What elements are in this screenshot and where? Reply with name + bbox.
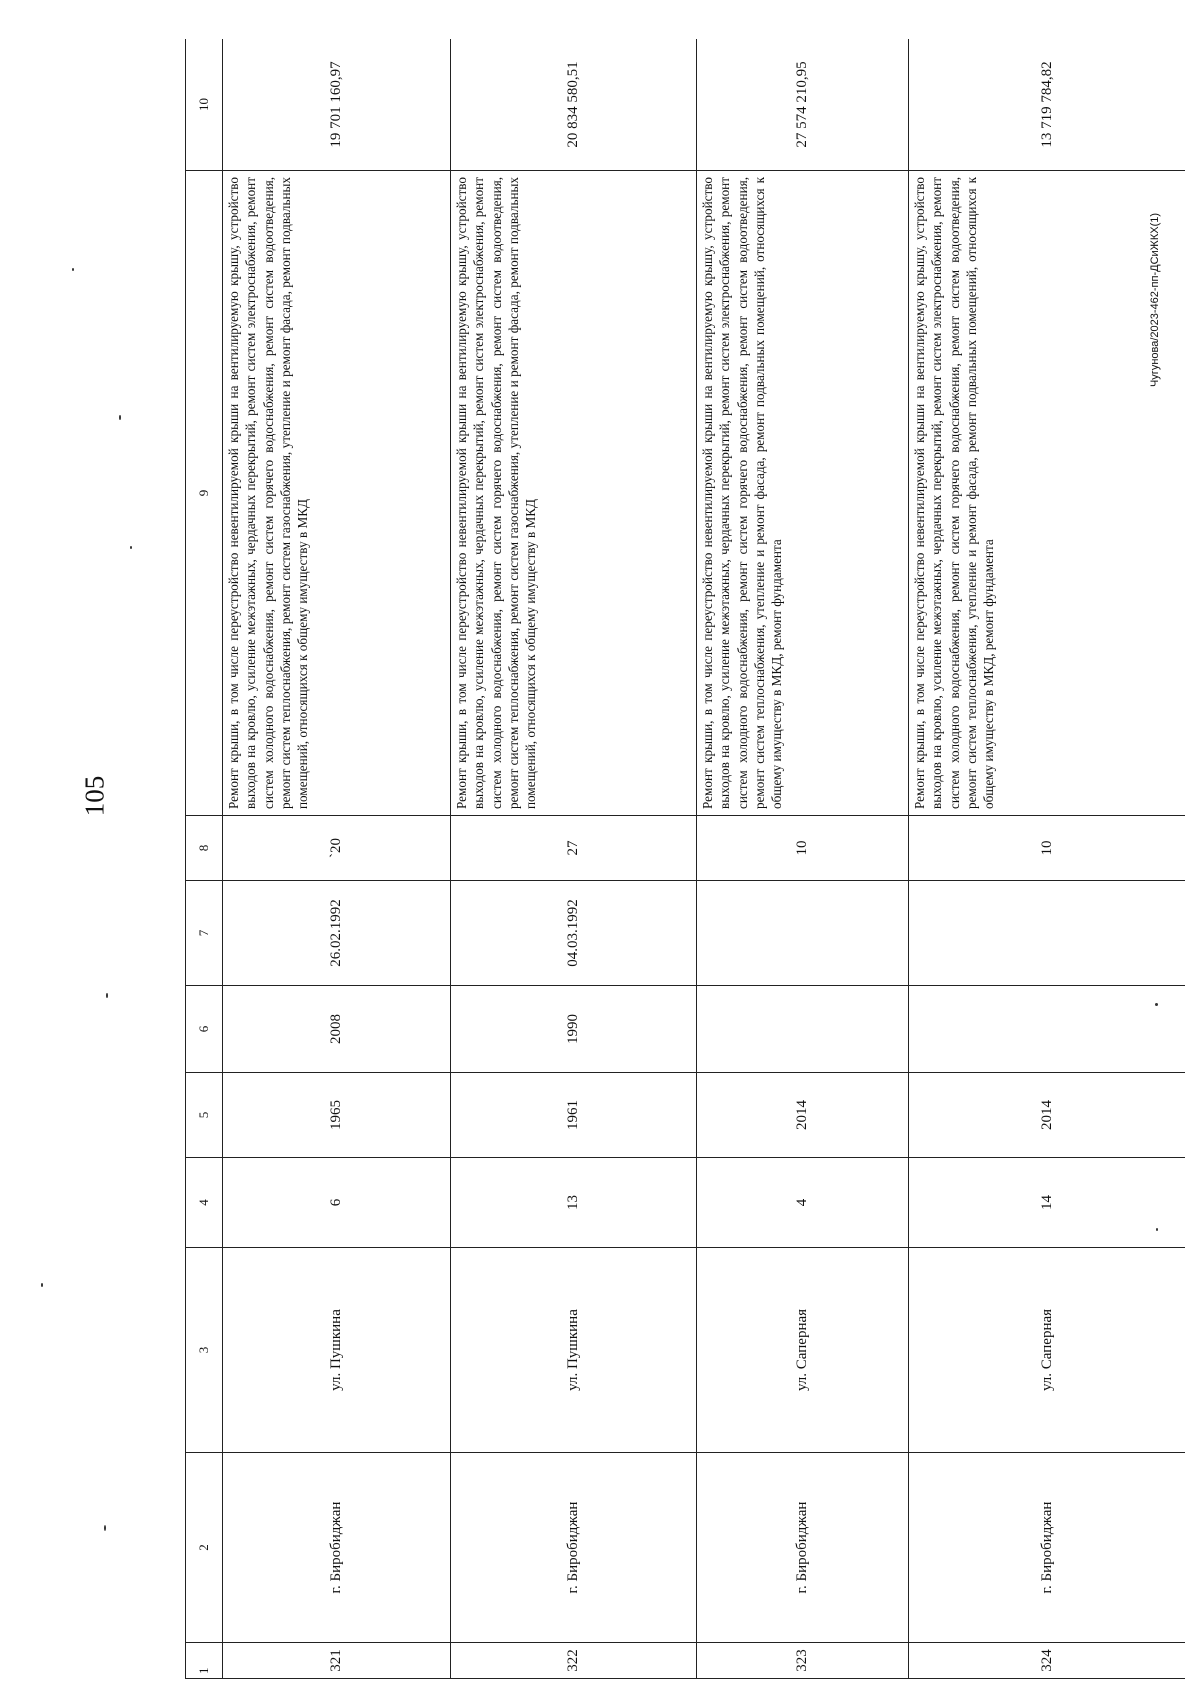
header-cell: 5	[186, 1073, 223, 1158]
scan-speck	[41, 1283, 43, 1287]
table-row	[697, 39, 909, 1679]
row-number: 323	[697, 1643, 909, 1679]
row-city: г. Биробиджан	[223, 1453, 451, 1643]
row-year-built: 1961	[451, 1073, 697, 1158]
table-row	[909, 39, 1186, 1679]
row-number: 321	[223, 1643, 451, 1679]
row-street: ул. Пушкина	[451, 1248, 697, 1453]
row-house: 14	[909, 1158, 1186, 1248]
row-number: 322	[451, 1643, 697, 1679]
header-cell: 6	[186, 986, 223, 1073]
row-cost: 20 834 580,51	[451, 39, 697, 171]
row-city: г. Биробиджан	[451, 1453, 697, 1643]
row-col8: 10	[909, 816, 1186, 881]
header-cell: 10	[186, 39, 223, 171]
scan-speck	[119, 415, 121, 420]
table-header-row	[186, 39, 223, 1679]
header-cell: 9	[186, 171, 223, 816]
row-number: 324	[909, 1643, 1186, 1679]
row-house: 13	[451, 1158, 697, 1248]
scan-speck	[106, 993, 108, 998]
row-works: Ремонт крыши, в том числе переустройство невентилируемой крыши на вентилируемую крышу, устройство выходов на кровлю, усиление межэтажных, чердачных перекрытий, ремонт систем электроснабжения, ремонт систем холодного водоснабжения, ремонт систем горячего водоснабжения, ремонт систем водоотведения, ремонт систем теплоснабжения, ремонт систем газоснабжения, утепление и ремонт фасада, ремонт подвальных помещений, относящихся к общему имуществу в МКД	[223, 171, 451, 816]
row-cost: 13 719 784,82	[909, 39, 1186, 171]
scan-speck	[130, 546, 132, 549]
row-col6	[697, 986, 909, 1073]
table-frame	[185, 39, 1185, 1679]
table-row	[223, 39, 451, 1679]
header-cell: 2	[186, 1453, 223, 1643]
table-row	[451, 39, 697, 1679]
row-street: ул. Саперная	[909, 1248, 1186, 1453]
repair-schedule-table	[185, 39, 1185, 1679]
row-year-built: 2014	[909, 1073, 1186, 1158]
scan-speck	[104, 1525, 106, 1531]
row-house: 6	[223, 1158, 451, 1248]
row-col7: 26.02.1992	[223, 881, 451, 986]
row-col6: 2008	[223, 986, 451, 1073]
header-cell: 7	[186, 881, 223, 986]
row-col7	[909, 881, 1186, 986]
row-works: Ремонт крыши, в том числе переустройство невентилируемой крыши на вентилируемую крышу, устройство выходов на кровлю, усиление межэтажных, чердачных перекрытий, ремонт систем электроснабжения, ремонт систем холодного водоснабжения, ремонт систем горячего водоснабжения, ремонт систем водоотведения, ремонт систем теплоснабжения, утепление и ремонт фасада, ремонт подвальных помещений, относящихся к общему имуществу в МКД, ремонт фундамента	[909, 171, 1186, 816]
row-street: ул. Пушкина	[223, 1248, 451, 1453]
header-cell: 8	[186, 816, 223, 881]
row-works: Ремонт крыши, в том числе переустройство невентилируемой крыши на вентилируемую крышу, устройство выходов на кровлю, усиление межэтажных, чердачных перекрытий, ремонт систем электроснабжения, ремонт систем холодного водоснабжения, ремонт систем горячего водоснабжения, ремонт систем водоотведения, ремонт систем теплоснабжения, ремонт систем газоснабжения, утепление и ремонт фасада, ремонт подвальных помещений, относящихся к общему имуществу в МКД	[451, 171, 697, 816]
row-house: 4	[697, 1158, 909, 1248]
row-year-built: 2014	[697, 1073, 909, 1158]
row-city: г. Биробиджан	[909, 1453, 1186, 1643]
row-works: Ремонт крыши, в том числе переустройство невентилируемой крыши на вентилируемую крышу, устройство выходов на кровлю, усиление межэтажных, чердачных перекрытий, ремонт систем электроснабжения, ремонт систем холодного водоснабжения, ремонт систем горячего водоснабжения, ремонт систем водоотведения, ремонт систем теплоснабжения, утепление и ремонт фасада, ремонт подвальных помещений, относящихся к общему имуществу в МКД, ремонт фундамента	[697, 171, 909, 816]
row-col6: 1990	[451, 986, 697, 1073]
header-cell: 3	[186, 1248, 223, 1453]
row-col6	[909, 986, 1186, 1073]
row-street: ул. Саперная	[697, 1248, 909, 1453]
row-cost: 27 574 210,95	[697, 39, 909, 171]
document-code: Чугунова/2023-462-пп-ДСиЖКХ(1)	[1149, 212, 1161, 388]
header-cell: 4	[186, 1158, 223, 1248]
header-cell: 1	[186, 1643, 223, 1679]
rotated-table-container	[185, 39, 1185, 1679]
scan-speck	[72, 268, 74, 271]
row-cost: 19 701 160,97	[223, 39, 451, 171]
row-city: г. Биробиджан	[697, 1453, 909, 1643]
row-col7: 04.03.1992	[451, 881, 697, 986]
row-col8: 10	[697, 816, 909, 881]
page-number: 105	[79, 775, 110, 817]
row-col7	[697, 881, 909, 986]
row-col8: `20	[223, 816, 451, 881]
row-year-built: 1965	[223, 1073, 451, 1158]
row-col8: 27	[451, 816, 697, 881]
